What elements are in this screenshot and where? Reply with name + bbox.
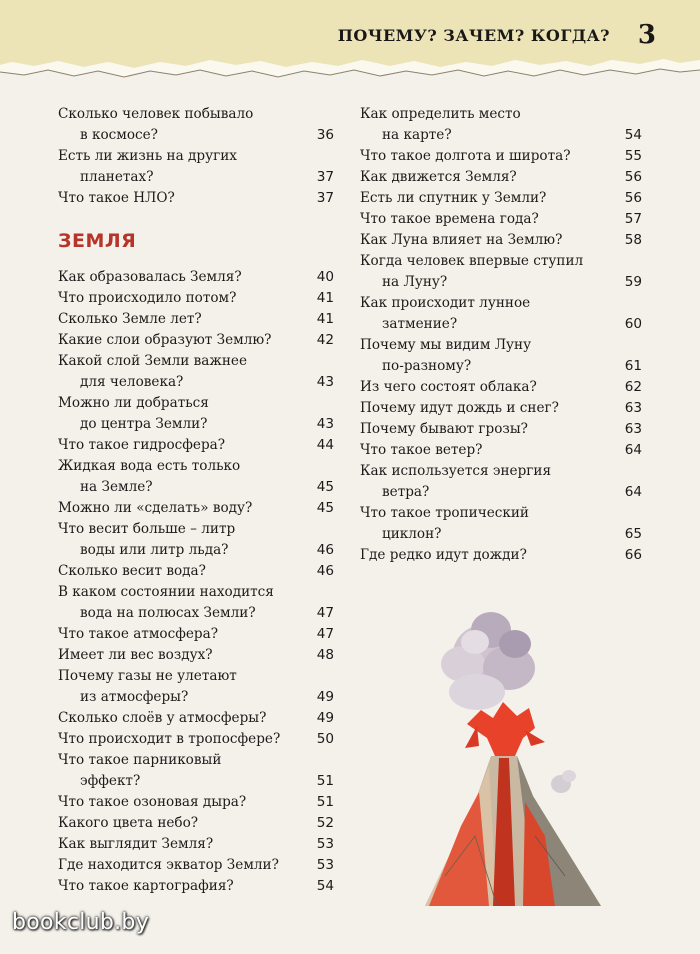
toc-entry-line: Что весит больше – литр — [58, 521, 236, 537]
toc-entry — [360, 335, 642, 377]
toc-entry-line: Где редко идут дожди? — [360, 547, 527, 563]
toc-entry-line: В каком состоянии находится — [58, 584, 274, 600]
toc-entry-line: Жидкая вода есть только — [58, 458, 241, 474]
toc-entry-page: 64 — [624, 442, 642, 458]
toc-entry — [360, 167, 642, 188]
toc-entry-page: 37 — [316, 169, 334, 185]
toc-entry — [360, 440, 642, 461]
toc-entry-question — [58, 834, 334, 855]
toc-entry-question — [58, 666, 334, 708]
toc-entry-question — [360, 461, 642, 503]
toc-entry — [58, 792, 334, 813]
toc-entry-question — [360, 209, 642, 230]
toc-entry-line: Что такое картография? — [58, 878, 234, 894]
toc-entry-line: Что такое долгота и широта? — [360, 148, 571, 164]
toc-entry-page: 42 — [316, 332, 334, 348]
toc-entry-page: 47 — [316, 605, 334, 621]
toc-entry-question — [58, 330, 334, 351]
toc-entry-line: Что такое атмосфера? — [58, 626, 218, 642]
toc-entry-line: Что происходит в тропосфере? — [58, 731, 281, 747]
toc-entry — [360, 146, 642, 167]
toc-entry — [58, 708, 334, 729]
toc-entries-right — [360, 104, 642, 566]
toc-entry-page: 50 — [316, 731, 334, 747]
toc-entry-page: 49 — [316, 710, 334, 726]
toc-entry-line: Сколько слоёв у атмосферы? — [58, 710, 267, 726]
running-title: ПОЧЕМУ? ЗАЧЕМ? КОГДА? — [337, 26, 610, 45]
watermark: bookclub.by — [12, 910, 150, 935]
toc-left-column — [58, 104, 334, 897]
toc-entry-page: 48 — [316, 647, 334, 663]
toc-entry-line: затмение? — [382, 316, 458, 332]
toc-entry-page: 53 — [316, 857, 334, 873]
toc-entry-question — [58, 188, 334, 209]
toc-entry — [58, 750, 334, 792]
toc-entry-question — [360, 335, 642, 377]
toc-entry-line: ветра? — [382, 484, 430, 500]
toc-entry-page: 62 — [624, 379, 642, 395]
toc-entry-line: планетах? — [80, 169, 154, 185]
toc-entry-page: 43 — [316, 416, 334, 432]
toc-entry-page: 57 — [624, 211, 642, 227]
toc-entry-line: Как Луна влияет на Землю? — [360, 232, 563, 248]
toc-entry-line: Имеет ли вес воздух? — [58, 647, 213, 663]
toc-entry-page: 54 — [316, 878, 334, 894]
toc-entry-page: 63 — [624, 400, 642, 416]
toc-entry-page: 53 — [316, 836, 334, 852]
toc-entry-line: Как происходит лунное — [360, 295, 531, 311]
toc-entry-line: Как движется Земля? — [360, 169, 517, 185]
toc-entry — [58, 188, 334, 209]
toc-entry — [360, 503, 642, 545]
toc-entry-line: Какого цвета небо? — [58, 815, 199, 831]
toc-entry — [58, 834, 334, 855]
toc-entry-page: 59 — [624, 274, 642, 290]
toc-entry — [360, 188, 642, 209]
toc-entry-line: Можно ли «сделать» воду? — [58, 500, 253, 516]
toc-entry — [58, 267, 334, 288]
toc-entry — [58, 876, 334, 897]
toc-entry — [58, 456, 334, 498]
toc-entry-line: Какие слои образуют Землю? — [58, 332, 272, 348]
toc-entry-line: на Луну? — [382, 274, 448, 290]
toc-entry — [58, 582, 334, 624]
toc-entry — [58, 104, 334, 146]
toc-entry-line: Сколько весит вода? — [58, 563, 206, 579]
toc-entry-question — [58, 435, 334, 456]
toc-entry-question — [360, 188, 642, 209]
toc-entry — [360, 293, 642, 335]
toc-entry-line: Когда человек впервые ступил — [360, 253, 584, 269]
toc-entry-line: на карте? — [382, 127, 452, 143]
toc-entry-page: 51 — [316, 794, 334, 810]
toc-entry-page: 40 — [316, 269, 334, 285]
toc-entry-line: из атмосферы? — [80, 689, 189, 705]
toc-entry-question — [58, 750, 334, 792]
toc-entry-line: воды или литр льда? — [80, 542, 229, 558]
toc-entry-line: Что происходило потом? — [58, 290, 237, 306]
toc-entry — [58, 519, 334, 561]
toc-entry-line: Что такое времена года? — [360, 211, 539, 227]
toc-entry-page: 45 — [316, 479, 334, 495]
toc-entry-page: 46 — [316, 542, 334, 558]
toc-entry — [58, 666, 334, 708]
toc-entry-line: Как выглядит Земля? — [58, 836, 214, 852]
toc-entry-question — [58, 792, 334, 813]
toc-entry-question — [360, 419, 642, 440]
volcano-illustration-icon — [405, 606, 605, 916]
toc-entry-question — [58, 582, 334, 624]
toc-entry-page: 63 — [624, 421, 642, 437]
toc-right-column — [360, 104, 642, 566]
toc-entry-page: 58 — [624, 232, 642, 248]
toc-entry-question — [360, 104, 642, 146]
toc-entry-page: 43 — [316, 374, 334, 390]
toc-entry-question — [360, 230, 642, 251]
toc-entry — [58, 309, 334, 330]
toc-entry-page: 41 — [316, 290, 334, 306]
toc-entry-question — [58, 519, 334, 561]
toc-entry-line: Почему газы не улетают — [58, 668, 237, 684]
toc-entry-line: Что такое парниковый — [58, 752, 222, 768]
toc-entry-question — [58, 813, 334, 834]
toc-entry-line: Сколько Земле лет? — [58, 311, 202, 327]
toc-entry-question — [58, 645, 334, 666]
toc-entry — [360, 377, 642, 398]
toc-entry-question — [58, 456, 334, 498]
toc-entry-question — [360, 440, 642, 461]
toc-entry — [58, 146, 334, 188]
toc-entry-page: 41 — [316, 311, 334, 327]
toc-entry-line: Почему идут дождь и снег? — [360, 400, 559, 416]
toc-entry-page: 54 — [624, 127, 642, 143]
toc-entry-question — [58, 267, 334, 288]
toc-entry — [58, 288, 334, 309]
toc-entry-question — [58, 855, 334, 876]
toc-entry — [360, 209, 642, 230]
toc-entry-line: Почему мы видим Луну — [360, 337, 532, 353]
toc-entry-page: 45 — [316, 500, 334, 516]
toc-entry-line: Почему бывают грозы? — [360, 421, 528, 437]
toc-entry-line: Что такое озоновая дыра? — [58, 794, 247, 810]
toc-entry-question — [360, 377, 642, 398]
toc-entry — [58, 351, 334, 393]
toc-entry-question — [360, 503, 642, 545]
toc-entry-page: 37 — [316, 190, 334, 206]
toc-entry-question — [58, 624, 334, 645]
toc-entry-question — [58, 393, 334, 435]
toc-entry — [360, 461, 642, 503]
toc-entry — [360, 104, 642, 146]
toc-entry-line: Как образовалась Земля? — [58, 269, 242, 285]
toc-entry-line: Что такое гидросфера? — [58, 437, 226, 453]
toc-entry-page: 55 — [624, 148, 642, 164]
toc-entry-line: на Земле? — [80, 479, 153, 495]
toc-entry-page: 36 — [316, 127, 334, 143]
toc-entry-question — [58, 309, 334, 330]
toc-entry-line: Есть ли жизнь на других — [58, 148, 237, 164]
header-band — [0, 0, 700, 84]
toc-entry — [58, 729, 334, 750]
toc-entry-question — [58, 729, 334, 750]
toc-entry-question — [58, 146, 334, 188]
toc-entry — [58, 645, 334, 666]
toc-entry — [360, 398, 642, 419]
toc-entry-page: 65 — [624, 526, 642, 542]
toc-entry — [360, 251, 642, 293]
section-heading-earth: ЗЕМЛЯ — [58, 230, 137, 252]
toc-entry-line: Есть ли спутник у Земли? — [360, 190, 547, 206]
toc-entry-question — [360, 545, 642, 566]
toc-entry — [58, 393, 334, 435]
toc-entry-line: до центра Земли? — [80, 416, 208, 432]
toc-entry-page: 56 — [624, 169, 642, 185]
toc-entry — [58, 330, 334, 351]
toc-entry-page: 49 — [316, 689, 334, 705]
toc-entry-line: Как определить место — [360, 106, 521, 122]
toc-entry-question — [58, 708, 334, 729]
toc-entry — [58, 498, 334, 519]
toc-entry-line: Сколько человек побывало — [58, 106, 254, 122]
toc-entry-page: 47 — [316, 626, 334, 642]
toc-entry-question — [58, 561, 334, 582]
toc-entry — [360, 230, 642, 251]
toc-entry-question — [360, 398, 642, 419]
toc-entry-line: по-разному? — [382, 358, 472, 374]
toc-entry-page: 51 — [316, 773, 334, 789]
toc-entry-question — [360, 167, 642, 188]
toc-entry-line: Из чего состоят облака? — [360, 379, 537, 395]
toc-entry-page: 46 — [316, 563, 334, 579]
toc-entries-top — [58, 104, 334, 209]
toc-entry-line: Можно ли добраться — [58, 395, 209, 411]
toc-entry-page: 56 — [624, 190, 642, 206]
toc-entry-question — [58, 498, 334, 519]
toc-entry-line: Что такое тропический — [360, 505, 529, 521]
toc-entry-question — [58, 104, 334, 146]
toc-entry-question — [360, 293, 642, 335]
toc-entry-page: 44 — [316, 437, 334, 453]
toc-entry-question — [58, 876, 334, 897]
toc-entry — [58, 624, 334, 645]
toc-entry — [58, 813, 334, 834]
toc-entry-line: для человека? — [80, 374, 184, 390]
toc-entry-page: 66 — [624, 547, 642, 563]
toc-entry-question — [360, 251, 642, 293]
toc-entry-line: Какой слой Земли важнее — [58, 353, 248, 369]
toc-entries-earth — [58, 267, 334, 897]
toc-entry-question — [58, 351, 334, 393]
toc-entry-page: 61 — [624, 358, 642, 374]
toc-entry-page: 52 — [316, 815, 334, 831]
toc-entry-line: Где находится экватор Земли? — [58, 857, 279, 873]
toc-entry-line: в космосе? — [80, 127, 158, 143]
toc-entry — [58, 435, 334, 456]
toc-entry-page: 60 — [624, 316, 642, 332]
toc-entry-line: Что такое ветер? — [360, 442, 483, 458]
toc-entry — [360, 545, 642, 566]
toc-entry-line: вода на полюсах Земли? — [80, 605, 256, 621]
toc-entry-page: 64 — [624, 484, 642, 500]
page-number: 3 — [637, 20, 656, 50]
toc-entry-question — [58, 288, 334, 309]
toc-entry-line: эффект? — [80, 773, 141, 789]
toc-entry — [58, 561, 334, 582]
toc-entry-question — [360, 146, 642, 167]
toc-entry-line: циклон? — [382, 526, 442, 542]
toc-entry-line: Как используется энергия — [360, 463, 552, 479]
toc-entry — [360, 419, 642, 440]
toc-entry — [58, 855, 334, 876]
toc-entry-line: Что такое НЛО? — [58, 190, 175, 206]
